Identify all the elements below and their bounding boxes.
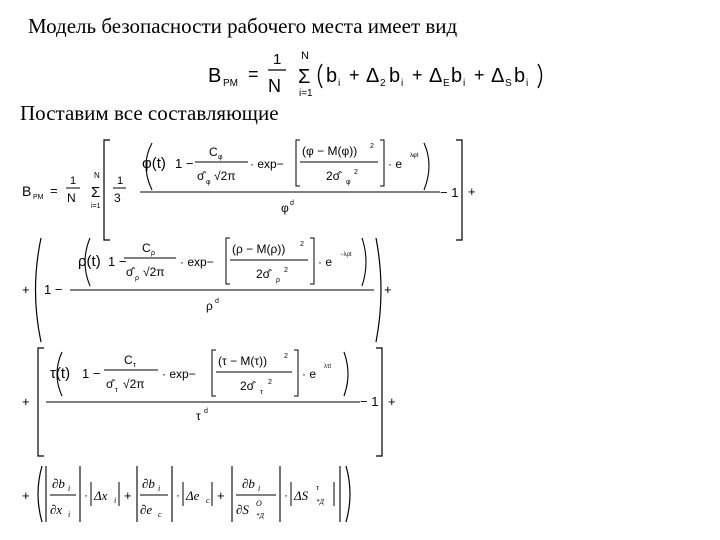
formula-one: 1 (273, 51, 282, 68)
l2-C: C (142, 241, 151, 255)
formula-lhs-sub: PM (223, 78, 238, 89)
l1-minus-one: − 1 (440, 185, 459, 200)
l1-lhs-sub: PM (33, 194, 44, 201)
l2-sq: 2 (300, 241, 304, 248)
l2-den-sq: 2 (284, 267, 288, 274)
term-b2-sub: i (401, 78, 404, 89)
l1-sq: 2 (370, 143, 374, 150)
term-b: b (326, 65, 338, 87)
l3-den-sub: τ (260, 389, 263, 396)
l4-plus-2: + (217, 488, 225, 503)
term-b-sub: i (338, 78, 341, 89)
l4-dS: ∂S (236, 502, 249, 517)
term-b3: b (451, 65, 463, 87)
l4-delta-x-sub: i (114, 496, 117, 505)
l1-phi-t: φ(t) (142, 155, 166, 172)
l4-dx-sub: i (68, 510, 71, 519)
l1-e-exp: λφt (410, 153, 419, 159)
l1-phi-d: φ (281, 201, 289, 215)
l4-db-2-sub: i (158, 484, 161, 493)
l2-one-minus: 1 − (44, 282, 63, 297)
slide-subheading: Поставим все составляющие (20, 101, 279, 125)
l4-plus: + (22, 488, 30, 503)
delta-1: Δ (366, 65, 380, 87)
l1-C: C (209, 145, 218, 159)
l1-sigma-sub: φ (206, 179, 211, 186)
l2-sqrt2pi: √2π (143, 265, 165, 279)
plus-1: + (349, 65, 360, 85)
term-b4-sub: i (526, 78, 529, 89)
l2-C-sub: ρ (151, 250, 155, 257)
l4-delta-S-sub: *Д (316, 498, 324, 506)
l2-num-inner: (ρ − M(ρ)) (232, 242, 286, 256)
delta-3-sub: S (505, 78, 512, 89)
l1-C-sub: φ (218, 154, 223, 161)
l3-den-inner: 2σ̂ (240, 379, 255, 393)
term-b2: b (389, 65, 401, 87)
l1-den-sub: φ (346, 179, 351, 186)
l4-delta-e-sub: c (206, 496, 210, 505)
l4-de: ∂e (140, 502, 153, 517)
l1-sum-top: N (94, 171, 100, 180)
l3-num-inner: (τ − M(τ)) (218, 354, 268, 368)
l1-three: 3 (114, 191, 121, 205)
l4-delta-S: ΔS (294, 488, 309, 503)
l1-lhs: B (22, 183, 32, 199)
l3-C-sub: τ (133, 362, 136, 369)
l1-phi-d-sup: d (290, 200, 294, 207)
l2-rho-t: ρ(t) (78, 253, 101, 270)
l1-e: · e (388, 157, 403, 171)
l1-num-inner: (φ − M(φ)) (302, 144, 358, 158)
l2-plus: + (22, 282, 30, 297)
l1-N: N (67, 191, 76, 205)
delta-2: Δ (429, 65, 443, 87)
l4-dx: ∂x (50, 502, 63, 517)
term-b3-sub: i (463, 78, 466, 89)
formula-eq: = (248, 64, 259, 84)
l3-minus-one: − 1 (360, 394, 379, 409)
l4-db-3: ∂b (242, 476, 255, 491)
delta-3: Δ (491, 65, 505, 87)
l3-sigma-sub: τ (115, 387, 118, 394)
l1-exp: · exp− (250, 157, 284, 171)
l1-one: 1 (70, 175, 77, 187)
l2-e: · e (318, 255, 333, 269)
l4-db-2: ∂b (142, 476, 155, 491)
sum-bottom: i=1 (299, 88, 313, 99)
l4-delta-S-sup: τ (316, 483, 319, 492)
l4-delta-x: Δx (94, 488, 108, 503)
l3-tau-d-sup: d (204, 408, 208, 415)
l4-delta-e: Δe (186, 488, 200, 503)
l4-plus-1: + (124, 488, 132, 503)
term-b4: b (514, 65, 526, 87)
l3-plus-end: + (388, 394, 396, 409)
sum-top: N (301, 50, 309, 62)
formula-N: N (268, 76, 281, 96)
l2-sigma-hat: σ̂ (126, 265, 134, 279)
l2-one-minus-b: 1 − (108, 254, 127, 269)
l4-dS-sup: O (256, 499, 262, 508)
l1-sum-bottom: i=1 (91, 203, 101, 210)
l1-sigma-hat: σ̂ (197, 169, 205, 183)
l2-e-exp: −λρt (340, 252, 352, 258)
l4-db-1-sub: i (68, 484, 71, 493)
l2-den-sub: ρ (276, 277, 280, 284)
l3-tau-t: τ(t) (50, 365, 71, 382)
l4-dS-sub: *Д (256, 512, 264, 520)
l2-den-inner: 2σ̂ (256, 267, 271, 281)
formula-lhs: B (208, 65, 222, 87)
l3-exp: · exp− (162, 367, 196, 381)
plus-2: + (412, 65, 423, 85)
l4-db-3-sub: i (258, 484, 261, 493)
l3-one-minus: 1 − (82, 366, 101, 381)
delta-2-sub: E (443, 78, 450, 89)
l4-dot-2: · (176, 488, 180, 502)
l1-one-minus: 1 − (175, 156, 194, 171)
l1-den-inner: 2σ̂ (326, 169, 341, 183)
l1-eq: = (50, 183, 58, 198)
l1-one-b: 1 (117, 175, 124, 187)
l3-e: · e (302, 367, 317, 381)
slide-heading: Модель безопасности рабочего места имеет вид (28, 14, 458, 38)
l3-sigma-hat: σ̂ (106, 377, 114, 391)
l1-sigma: Σ (91, 184, 101, 201)
l3-e-exp: λτt (324, 364, 332, 370)
l3-sq: 2 (284, 353, 288, 360)
l2-exp: · exp− (180, 255, 214, 269)
sum-sigma: Σ (298, 66, 311, 88)
delta-1-sub: 2 (380, 78, 386, 89)
l4-dot-1: · (84, 488, 88, 502)
l2-sigma-sub: ρ (135, 275, 139, 282)
l2-rho-d-sup: d (215, 298, 219, 305)
l3-den-sq: 2 (268, 379, 272, 386)
l2-plus-end: + (384, 282, 392, 297)
l3-sqrt2pi: √2π (123, 377, 145, 391)
l1-sqrt2pi: √2π (214, 169, 236, 183)
plus-3: + (474, 65, 485, 85)
l4-db-1: ∂b (52, 476, 65, 491)
l3-C: C (124, 353, 133, 367)
l1-den-sq: 2 (354, 169, 358, 176)
l3-plus: + (22, 394, 30, 409)
l2-rho-d: ρ (206, 299, 213, 313)
l3-tau-d: τ (196, 409, 201, 423)
l1-plus: + (468, 184, 476, 199)
l4-de-sub: c (158, 510, 162, 519)
l4-dot-3: · (284, 488, 288, 502)
